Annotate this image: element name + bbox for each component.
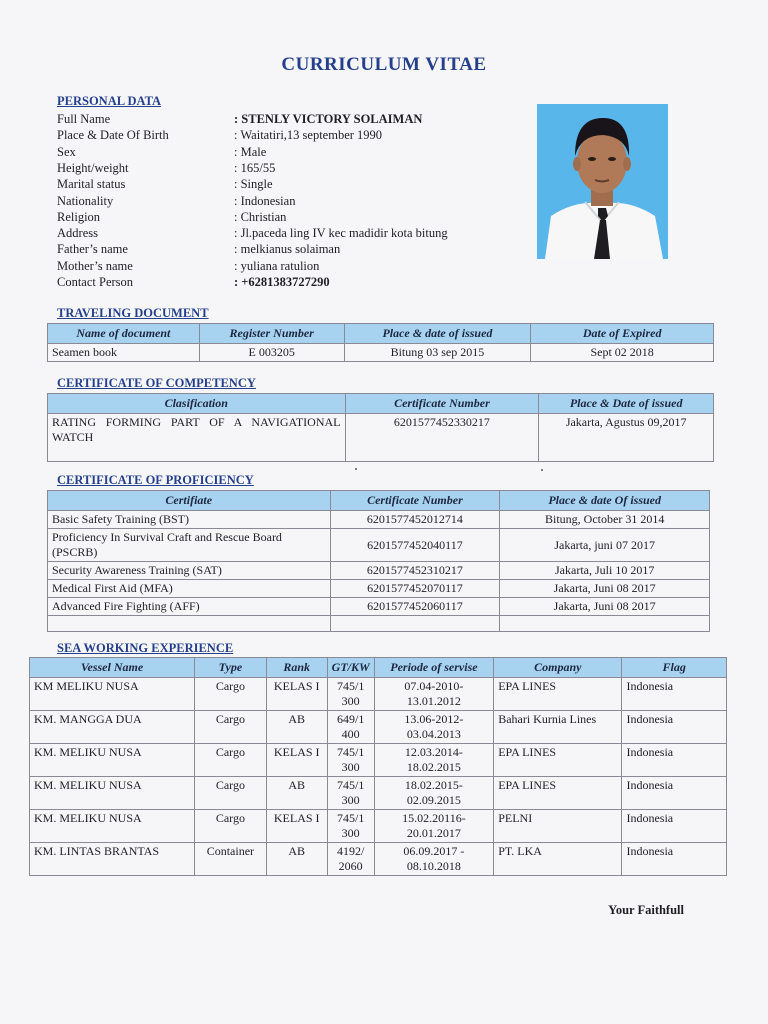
table-cell: AB xyxy=(266,843,327,876)
table-cell: Container xyxy=(194,843,266,876)
table-header-row xyxy=(48,324,714,344)
table-cell: PELNI xyxy=(494,810,622,843)
profile-photo xyxy=(537,104,668,259)
column-header: Place & date Of issued xyxy=(500,491,710,511)
table-cell: EPA LINES xyxy=(494,777,622,810)
table-row xyxy=(30,810,727,843)
table-cell: KM MELIKU NUSA xyxy=(30,678,195,711)
table-row xyxy=(48,580,710,598)
field-value: : Single xyxy=(234,177,273,192)
table-cell: Bitung 03 sep 2015 xyxy=(344,344,531,362)
field-value: : +6281383727290 xyxy=(234,275,330,289)
table-cell: KELAS I xyxy=(266,744,327,777)
table-cell: Sept 02 2018 xyxy=(531,344,714,362)
document-title: CURRICULUM VITAE xyxy=(281,54,487,75)
table-cell: Cargo xyxy=(194,678,266,711)
field-value: : Christian xyxy=(234,209,287,224)
sea-experience-heading: SEA WORKING EXPERIENCE xyxy=(57,641,234,655)
table-cell: KM. MELIKU NUSA xyxy=(30,744,195,777)
table-cell: KM. MELIKU NUSA xyxy=(30,810,195,843)
column-header: Flag xyxy=(622,658,727,678)
table-cell: Indonesia xyxy=(622,843,727,876)
table-row xyxy=(48,598,710,616)
table-row xyxy=(48,616,710,632)
table-cell: Jakarta, Juli 10 2017 xyxy=(500,562,710,580)
field-value: : yuliana ratulion xyxy=(234,258,320,273)
table-row xyxy=(48,562,710,580)
table-row xyxy=(48,344,714,362)
table-cell: EPA LINES xyxy=(494,678,622,711)
table-row xyxy=(48,529,710,562)
column-header: Place & Date of issued xyxy=(539,394,714,414)
table-cell: Jakarta, Juni 08 2017 xyxy=(500,580,710,598)
table-cell: 6201577452040117 xyxy=(330,529,500,562)
table-header-row xyxy=(48,394,714,414)
table-cell: KM. LINTAS BRANTAS xyxy=(30,843,195,876)
field-label: Full Name xyxy=(57,112,111,126)
table-cell: KM. MELIKU NUSA xyxy=(30,777,195,810)
column-header: Place & date of issued xyxy=(344,324,531,344)
closing-text: Your Faithfull xyxy=(608,903,684,917)
table-cell: 4192/ 2060 xyxy=(327,843,374,876)
column-header: Register Number xyxy=(199,324,344,344)
competency-table xyxy=(47,393,714,462)
table-cell: PT. LKA xyxy=(494,843,622,876)
table-cell: 06.09.2017 - 08.10.2018 xyxy=(374,843,494,876)
table-cell: Indonesia xyxy=(622,777,727,810)
table-cell: Cargo xyxy=(194,777,266,810)
table-cell: 6201577452310217 xyxy=(330,562,500,580)
field-value: : Jl.paceda ling IV kec madidir kota bitung xyxy=(234,226,448,241)
field-value: : Waitatiri,13 september 1990 xyxy=(234,128,383,143)
table-cell: Cargo xyxy=(194,711,266,744)
table-header-row xyxy=(48,491,710,511)
table-cell: 6201577452060117 xyxy=(330,598,500,616)
field-value: : STENLY VICTORY SOLAIMAN xyxy=(234,112,423,126)
column-header: Company xyxy=(494,658,622,678)
table-cell: 745/1 300 xyxy=(327,678,374,711)
table-cell: 745/1 300 xyxy=(327,744,374,777)
table-row xyxy=(48,414,714,462)
competency-heading: CERTIFICATE OF COMPETENCY xyxy=(57,376,256,390)
table-cell: 13.06-2012- 03.04.2013 xyxy=(374,711,494,744)
table-row xyxy=(30,744,727,777)
column-header: Name of document xyxy=(48,324,200,344)
table-cell: 18.02.2015- 02.09.2015 xyxy=(374,777,494,810)
table-cell: 6201577452070117 xyxy=(330,580,500,598)
field-label: Religion xyxy=(57,209,101,224)
table-cell: KELAS I xyxy=(266,810,327,843)
traveling-document-table xyxy=(47,323,714,362)
table-cell: Jakarta, Juni 08 2017 xyxy=(500,598,710,616)
table-cell: EPA LINES xyxy=(494,744,622,777)
column-header: Certificate Number xyxy=(345,394,539,414)
field-label: Sex xyxy=(57,144,76,159)
table-cell: Indonesia xyxy=(622,744,727,777)
field-label: Address xyxy=(57,226,98,241)
field-label: Father’s name xyxy=(57,242,128,257)
column-header: Rank xyxy=(266,658,327,678)
table-cell: Jakarta, Agustus 09,2017 xyxy=(539,414,714,462)
field-value: : melkianus solaiman xyxy=(234,242,341,257)
table-row xyxy=(48,511,710,529)
table-cell: KM. MANGGA DUA xyxy=(30,711,195,744)
portrait-image xyxy=(537,104,668,259)
column-header: Certificate Number xyxy=(330,491,500,511)
table-cell: Seamen book xyxy=(48,344,200,362)
table-cell: 07.04-2010- 13.01.2012 xyxy=(374,678,494,711)
proficiency-heading: CERTIFICATE OF PROFICIENCY xyxy=(57,473,254,487)
table-cell: RATING FORMING PART OF A NAVIGATIONAL WATCH xyxy=(48,414,346,462)
table-cell: AB xyxy=(266,777,327,810)
column-header: Periode of servise xyxy=(374,658,494,678)
table-cell: Indonesia xyxy=(622,711,727,744)
table-cell xyxy=(330,616,500,632)
column-header: GT/KW xyxy=(327,658,374,678)
table-cell: 6201577452012714 xyxy=(330,511,500,529)
table-cell: Jakarta, juni 07 2017 xyxy=(500,529,710,562)
table-cell xyxy=(48,616,331,632)
table-header-row xyxy=(30,658,727,678)
table-cell: 12.03.2014- 18.02.2015 xyxy=(374,744,494,777)
table-cell: 649/1 400 xyxy=(327,711,374,744)
field-label: Marital status xyxy=(57,177,126,192)
column-header: Date of Expired xyxy=(531,324,714,344)
field-value: : 165/55 xyxy=(234,160,276,175)
field-label: Nationality xyxy=(57,193,114,208)
column-header: Certifiate xyxy=(48,491,331,511)
table-cell: Basic Safety Training (BST) xyxy=(48,511,331,529)
table-cell: Proficiency In Survival Craft and Rescue Board (PSCRB) xyxy=(48,529,331,562)
field-label: Mother’s name xyxy=(57,258,133,273)
column-header: Vessel Name xyxy=(30,658,195,678)
table-cell: Bahari Kurnia Lines xyxy=(494,711,622,744)
table-cell xyxy=(500,616,710,632)
table-row xyxy=(30,777,727,810)
table-row xyxy=(30,678,727,711)
column-header: Type xyxy=(194,658,266,678)
table-cell: 745/1 300 xyxy=(327,810,374,843)
personal-data-heading: PERSONAL DATA xyxy=(57,94,162,108)
table-cell: Indonesia xyxy=(622,810,727,843)
table-row xyxy=(30,843,727,876)
table-cell: Cargo xyxy=(194,744,266,777)
column-header: Clasification xyxy=(48,394,346,414)
field-label: Height/weight xyxy=(57,160,129,175)
table-cell: AB xyxy=(266,711,327,744)
sea-experience-table xyxy=(29,657,727,876)
field-value: : Male xyxy=(234,144,267,159)
table-cell: 6201577452330217 xyxy=(345,414,539,462)
table-cell: 15.02.20116- 20.01.2017 xyxy=(374,810,494,843)
traveling-document-heading: TRAVELING DOCUMENT xyxy=(57,306,209,320)
table-cell: Medical First Aid (MFA) xyxy=(48,580,331,598)
table-cell: E 003205 xyxy=(199,344,344,362)
table-cell: 745/1 300 xyxy=(327,777,374,810)
table-cell: Indonesia xyxy=(622,678,727,711)
table-row xyxy=(30,711,727,744)
field-value: : Indonesian xyxy=(234,193,296,208)
field-label: Place & Date Of Birth xyxy=(57,128,169,143)
table-cell: Advanced Fire Fighting (AFF) xyxy=(48,598,331,616)
proficiency-table xyxy=(47,490,710,632)
table-cell: Bitung, October 31 2014 xyxy=(500,511,710,529)
table-cell: KELAS I xyxy=(266,678,327,711)
table-cell: Security Awareness Training (SAT) xyxy=(48,562,331,580)
table-cell: Cargo xyxy=(194,810,266,843)
field-label: Contact Person xyxy=(57,275,134,289)
